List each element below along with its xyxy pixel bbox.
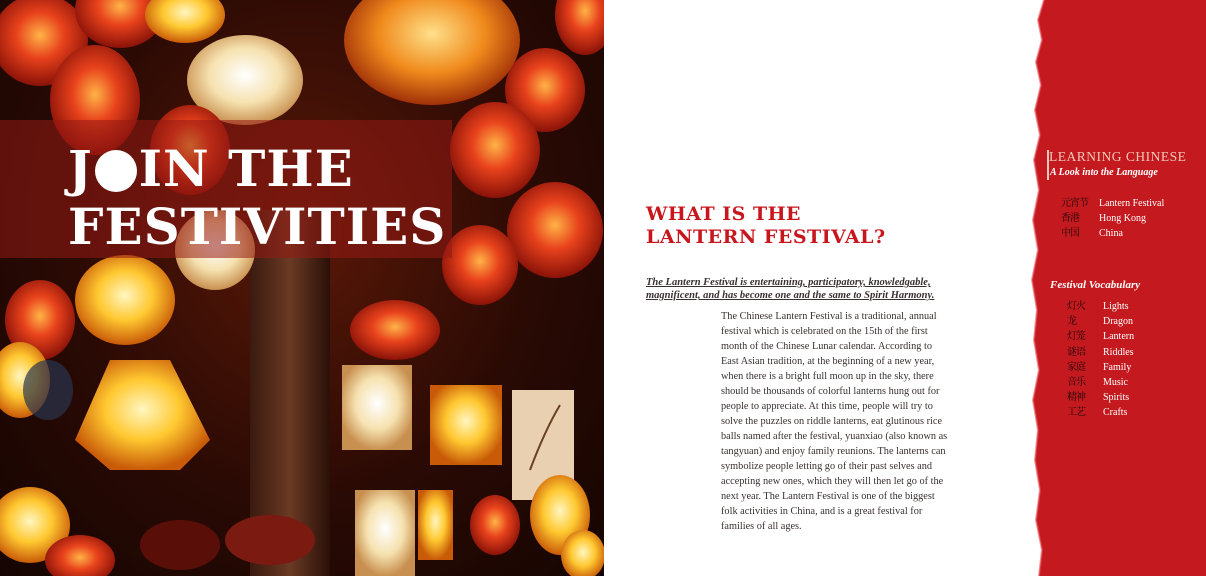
english: Riddles [1103, 346, 1134, 358]
english: Lantern [1103, 331, 1135, 343]
list-item [1067, 329, 1177, 344]
list-item [1067, 405, 1177, 420]
sidebar-subtitle: A Look into the Language [1050, 167, 1158, 178]
sidebar-title: LEARNING CHINESE [1049, 149, 1187, 164]
article-body: The Chinese Lantern Festival is a traditional, annual festival which is celebrated on the 15th of the first month of the Chinese Lunar calendar. According to East Asian tradition, at the beginning of a new year, when there is a bright full moon up in the sky, there should be thousands of colorful lanterns hung out for people to appreciate. At this time, people will try to solve the puzzles on riddle lanterns, eat glutinous rice balls named after the festival, yuanxiao (also known as tangyuan) and enjoy family reunions. The lanterns can symbolize people letting go of their past selves and accepting new ones, which they will then let go of the next year. The Lantern Festival is one of the biggest folk activities in China, and is a great festival for families of all ages. [721, 311, 948, 532]
list-item [1061, 226, 1191, 241]
hanzi: 灯笼 [1067, 331, 1085, 343]
list-item [1067, 314, 1177, 329]
list-item [1067, 360, 1177, 375]
list-item [1067, 375, 1177, 390]
hanzi: 音乐 [1067, 376, 1085, 388]
terms-list [1061, 196, 1191, 242]
title-line2: FESTIVITIES [68, 197, 447, 256]
english: Music [1103, 376, 1128, 388]
english: Crafts [1103, 407, 1128, 419]
hanzi: 灯火 [1067, 301, 1085, 312]
english: Lights [1103, 301, 1129, 312]
title-letter-j: J [68, 139, 93, 198]
list-item [1067, 345, 1177, 360]
english: Hong Kong [1099, 213, 1146, 225]
list-item [1061, 196, 1191, 211]
heading-line1: WHAT IS THE [646, 203, 802, 225]
o-circle-icon [95, 150, 137, 192]
hanzi: 工艺 [1067, 407, 1085, 419]
hanzi: 精神 [1067, 392, 1085, 404]
english: Lantern Festival [1099, 198, 1165, 209]
hanzi: 香港 [1061, 213, 1079, 225]
english: Dragon [1103, 316, 1133, 328]
english: Spirits [1103, 392, 1130, 404]
article-intro: The Lantern Festival is entertaining, participatory, knowledgable, magnificent, and has become one and the same to Spirit Harmony. [646, 277, 935, 301]
english: Family [1103, 361, 1132, 373]
hanzi: 中国 [1061, 228, 1079, 240]
list-item [1061, 211, 1191, 226]
page-title [68, 140, 446, 256]
list-item [1067, 299, 1177, 314]
vocab-list [1067, 299, 1177, 421]
heading-line2: LANTERN FESTIVAL? [646, 226, 886, 248]
article-heading [646, 203, 946, 249]
hanzi: 龙 [1067, 316, 1076, 328]
english: China [1099, 228, 1123, 240]
vocab-title: Festival Vocabulary [1050, 279, 1141, 291]
hanzi: 谜语 [1067, 346, 1085, 358]
hanzi: 家庭 [1067, 361, 1085, 373]
hanzi: 元宵节 [1061, 198, 1088, 209]
title-line1-rest: IN THE [138, 139, 354, 198]
list-item [1067, 390, 1177, 405]
